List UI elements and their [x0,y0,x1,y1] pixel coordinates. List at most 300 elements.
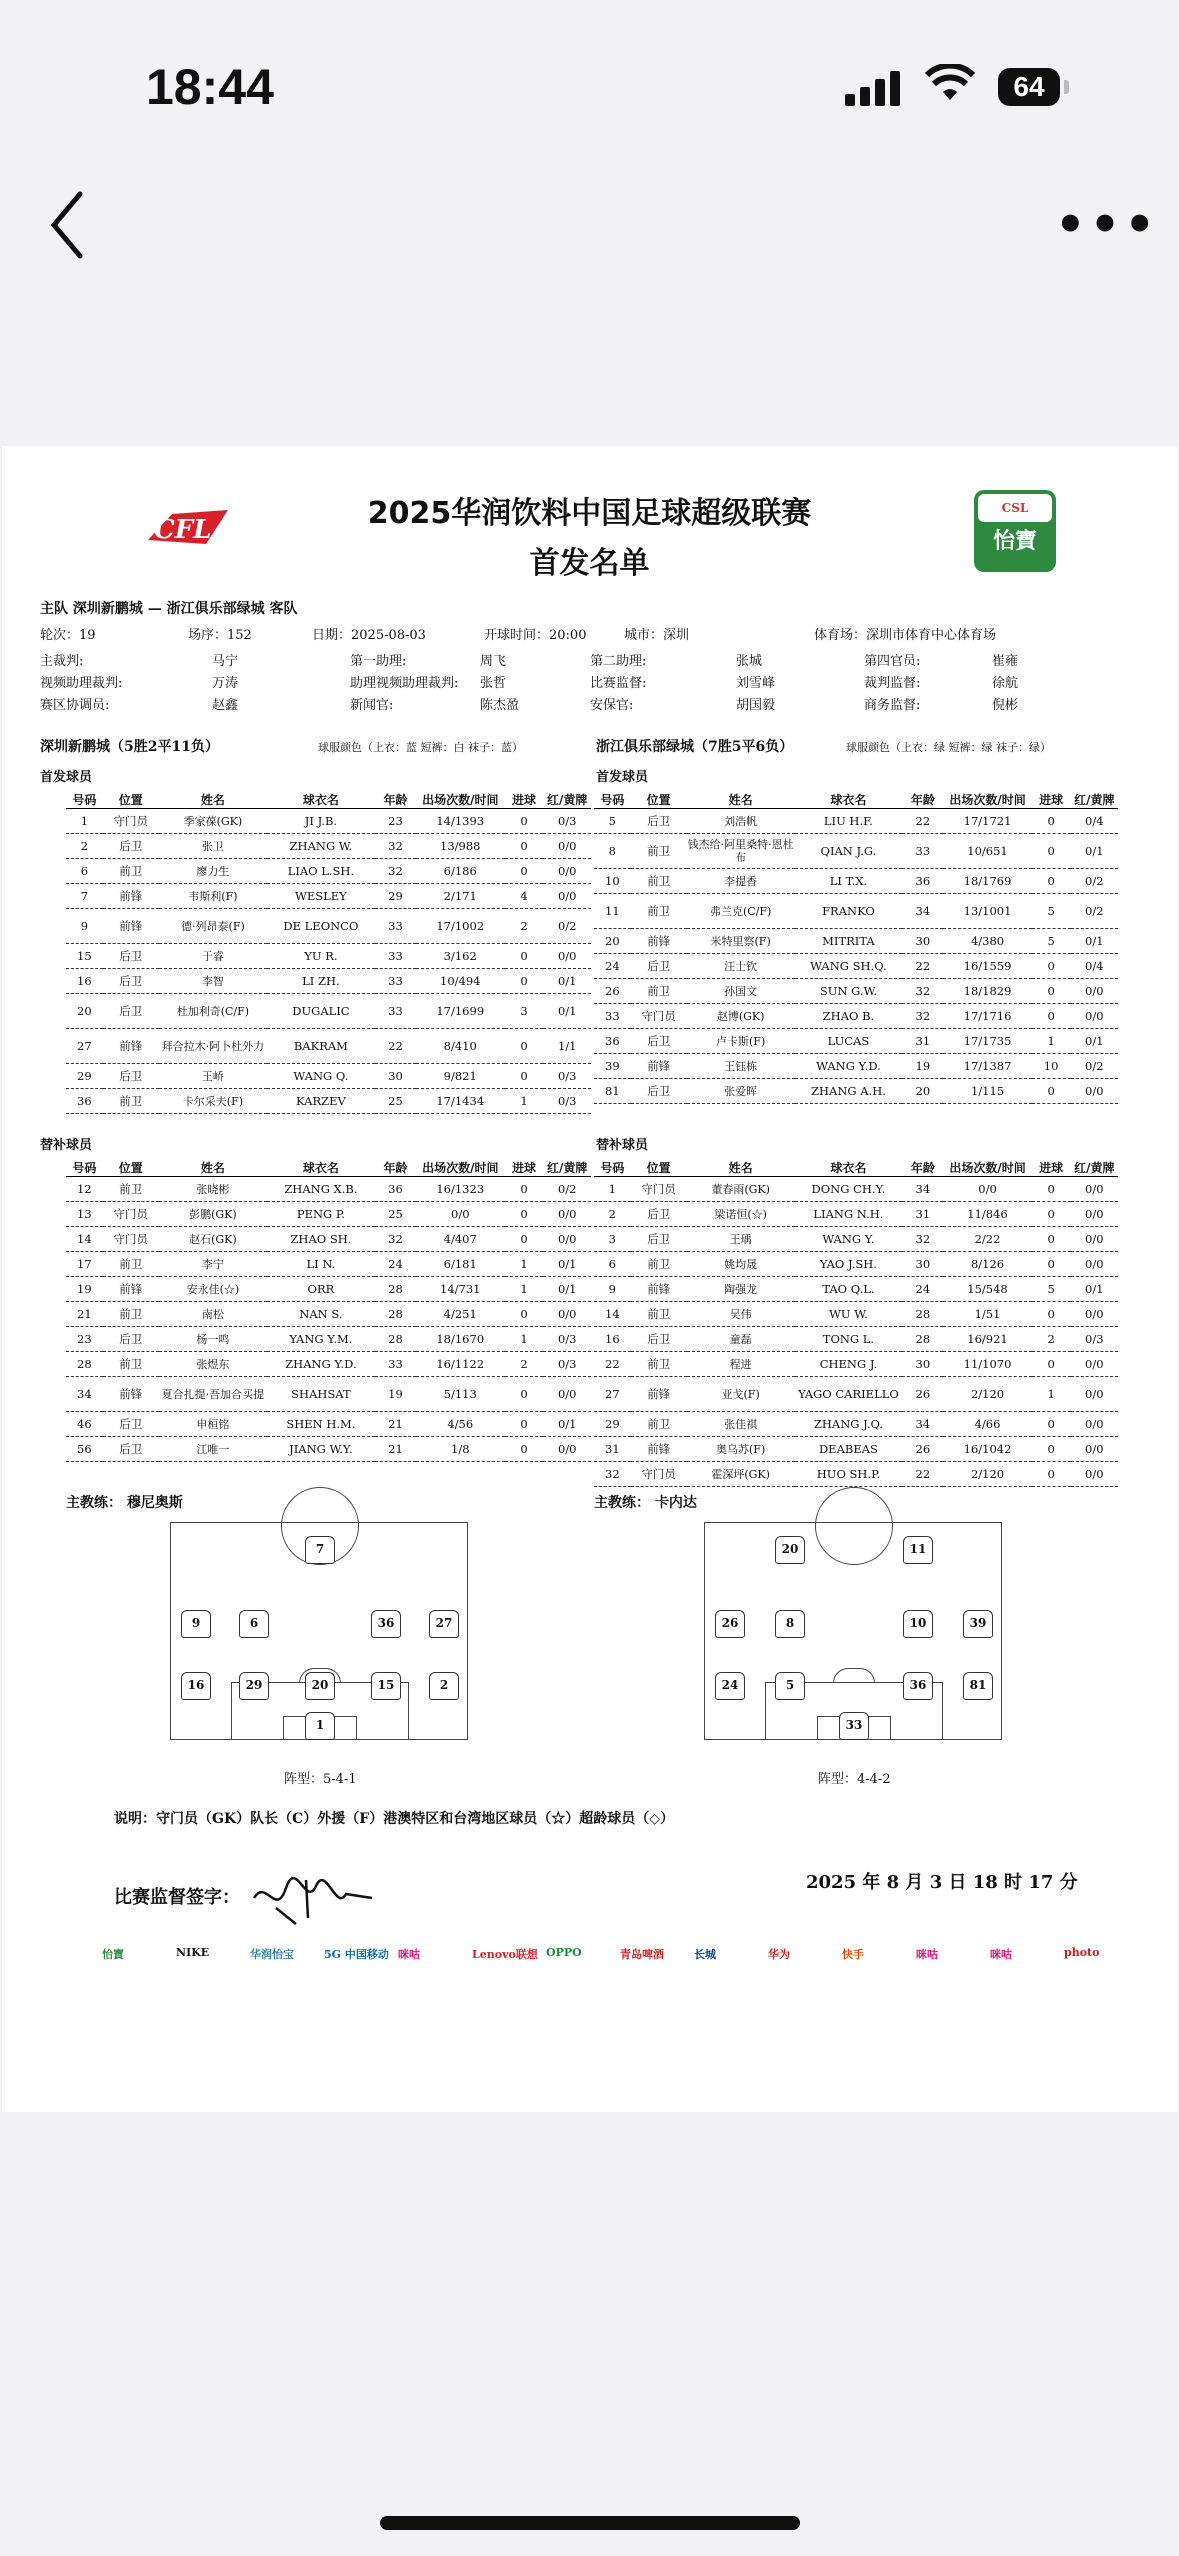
column-header: 进球 [505,790,544,809]
official-name: 马宁 [212,654,239,669]
player-cell: 13/1001 [943,894,1031,929]
column-header: 位置 [103,790,159,809]
player-cell: 29 [594,1412,631,1437]
player-cell: LIAO L.SH. [267,859,375,884]
player-cell: 0 [505,1227,544,1252]
player-cell: 后卫 [103,1412,159,1437]
player-row [66,859,591,884]
player-cell: 韦斯利(F) [159,884,267,909]
player-row [594,1377,1118,1412]
csl-logo-top: CSL [978,494,1052,522]
player-shirt-icon: 36 [371,1610,401,1638]
player-cell: 0 [505,859,544,884]
signed-date: 2025 年 8 月 3 日 18 时 17 分 [806,1872,1078,1893]
player-cell: 4/407 [416,1227,505,1252]
player-cell: 2/171 [416,884,505,909]
player-shirt-icon: 6 [239,1610,269,1638]
player-cell: 米特里察(F) [687,929,795,954]
player-cell: 0/0 [1071,1227,1118,1252]
table-header [594,790,1118,809]
player-row [594,1079,1118,1104]
player-cell: 杜加利奇(C/F) [159,994,267,1029]
player-cell: 前锋 [103,884,159,909]
player-row [594,1054,1118,1079]
player-cell: 守门员 [631,1462,687,1487]
player-cell: 0 [1032,1252,1071,1277]
player-cell: 8/126 [943,1252,1031,1277]
player-cell: 0 [505,809,544,834]
player-cell: 32 [375,1227,416,1252]
doc-subtitle: 首发名单 [529,546,650,581]
legend-note: 说明：守门员（GK）队长（C）外援（F）港澳特区和台湾地区球员（☆）超龄球员（◇） [114,1811,674,1827]
column-header: 红/黄牌 [543,790,591,809]
sponsor-logo: 青岛啤酒 [620,1948,664,1961]
player-cell: 16 [594,1327,631,1352]
player-cell: 36 [594,1029,631,1054]
official-role: 第一助理: [350,654,407,669]
player-cell: 孙国文 [687,979,795,1004]
player-cell: 18/1769 [943,869,1031,894]
player-cell: 0/1 [543,994,591,1029]
player-cell: PENG P. [267,1202,375,1227]
player-shirt-icon: 10 [903,1610,933,1638]
player-cell: 0 [505,1412,544,1437]
player-cell: 0/0 [543,1302,591,1327]
player-cell: 27 [594,1377,631,1412]
player-cell: 后卫 [103,1064,159,1089]
player-row [66,1377,591,1412]
player-cell: 13/988 [416,834,505,859]
official-role: 视频助理裁判: [40,676,123,691]
player-row [594,929,1118,954]
player-cell: 26 [902,1377,943,1412]
player-cell: 王峤 [159,1064,267,1089]
player-cell: 0/4 [1071,954,1118,979]
player-cell: DUGALIC [267,994,375,1029]
player-cell: 33 [375,944,416,969]
player-cell: 0/0 [543,1437,591,1462]
player-cell: 32 [375,834,416,859]
player-cell: 安永佳(☆) [159,1277,267,1302]
player-cell: 0/3 [543,1064,591,1089]
player-cell: 15/548 [943,1277,1031,1302]
player-row [66,909,591,944]
player-cell: 前卫 [631,1412,687,1437]
player-cell: 12 [66,1177,103,1202]
player-cell: 前卫 [631,979,687,1004]
player-cell: 33 [375,969,416,994]
player-cell: SUN G.W. [795,979,903,1004]
player-cell: 28 [375,1302,416,1327]
battery-icon: 64 [998,68,1060,106]
column-header: 姓名 [687,790,795,809]
more-options-button[interactable]: ••• [1055,197,1160,253]
player-cell: 前锋 [631,1277,687,1302]
player-cell: 4 [505,884,544,909]
player-cell: 5/113 [416,1377,505,1412]
player-cell: 前卫 [103,1177,159,1202]
player-cell: 32 [594,1462,631,1487]
player-cell: 1/115 [943,1079,1031,1104]
player-cell: 季家葆(GK) [159,809,267,834]
player-cell: 24 [375,1252,416,1277]
official-role: 比赛监督: [590,676,647,691]
player-cell: 26 [594,979,631,1004]
player-cell: 前锋 [103,1029,159,1064]
player-cell: 陶强龙 [687,1277,795,1302]
player-cell: 0/2 [1071,869,1118,894]
player-cell: 1 [505,1089,544,1114]
player-cell: 33 [594,1004,631,1029]
column-header: 年龄 [902,790,943,809]
player-row [594,954,1118,979]
column-header: 出场次数/时间 [943,1158,1031,1177]
player-cell: 30 [902,1252,943,1277]
player-cell: 3/162 [416,944,505,969]
player-cell: 0 [505,834,544,859]
player-cell: 0/1 [543,1252,591,1277]
player-cell: 刘浩帆 [687,809,795,834]
back-button[interactable] [48,190,108,270]
player-row [66,1437,591,1462]
player-cell: 28 [375,1327,416,1352]
csl-logo [974,490,1056,572]
player-shirt-icon: 2 [429,1672,459,1700]
player-cell: 33 [375,909,416,944]
column-header: 球衣名 [267,790,375,809]
player-row [594,1352,1118,1377]
official-name: 赵鑫 [212,698,239,713]
official-role: 商务监督: [864,698,921,713]
player-shirt-icon: 39 [963,1610,993,1638]
player-cell: 25 [375,1202,416,1227]
player-cell: 前卫 [631,834,687,869]
player-cell: DEABEAS [795,1437,903,1462]
player-cell: 0/1 [1071,1277,1118,1302]
player-cell: 5 [1032,929,1071,954]
player-cell: 姚均晟 [687,1252,795,1277]
player-cell: 后卫 [631,1029,687,1054]
column-header: 位置 [103,1158,159,1177]
player-cell: 0 [505,1202,544,1227]
player-cell: 后卫 [103,994,159,1029]
player-cell: 前锋 [631,1054,687,1079]
player-cell: 前卫 [103,1352,159,1377]
player-cell: 前卫 [103,859,159,884]
home-indicator[interactable] [380,2516,800,2530]
player-cell: 22 [902,1462,943,1487]
status-bar [0,0,1179,150]
player-cell: YAO J.SH. [795,1252,903,1277]
player-cell: 3 [505,994,544,1029]
player-cell: 1 [1032,1377,1071,1412]
away-kit: 球服颜色（上衣：绿 短裤：绿 袜子：绿） [846,741,1051,754]
cfl-logo-text: CFL [154,515,212,545]
player-cell: 李宁 [159,1252,267,1277]
player-cell: 1 [505,1252,544,1277]
player-cell: TAO Q.L. [795,1277,903,1302]
player-cell: 6/186 [416,859,505,884]
away-subs-label: 替补球员 [596,1138,649,1153]
player-cell: 31 [594,1437,631,1462]
player-cell: 17 [66,1252,103,1277]
player-cell: LI ZH. [267,969,375,994]
home-starting-label: 首发球员 [40,770,93,785]
player-row [66,884,591,909]
player-cell: 36 [902,869,943,894]
official-name: 胡国毅 [736,698,776,713]
official-name: 万涛 [212,676,239,691]
player-cell: 6/181 [416,1252,505,1277]
player-cell: 16 [66,969,103,994]
player-cell: 8/410 [416,1029,505,1064]
player-cell: 33 [375,994,416,1029]
column-header: 位置 [631,790,687,809]
player-cell: 34 [902,1412,943,1437]
column-header: 出场次数/时间 [943,790,1031,809]
player-cell: 14 [594,1302,631,1327]
player-cell: 21 [66,1302,103,1327]
player-cell: 20 [902,1079,943,1104]
player-cell: BAKRAM [267,1029,375,1064]
player-cell: 后卫 [103,1327,159,1352]
player-cell: 17/1716 [943,1004,1031,1029]
signal-icon [845,70,905,106]
sponsor-logo: 怡寶 [102,1948,124,1961]
player-cell: 2/120 [943,1377,1031,1412]
player-cell: 17/1434 [416,1089,505,1114]
player-cell: 后卫 [631,1202,687,1227]
player-cell: 16/1042 [943,1437,1031,1462]
player-cell: 霍深坪(GK) [687,1462,795,1487]
player-cell: 吴伟 [687,1302,795,1327]
player-cell: 申桓铭 [159,1412,267,1437]
player-cell: 10 [1032,1054,1071,1079]
player-cell: 0 [1032,1227,1071,1252]
player-cell: 0 [505,969,544,994]
column-header: 进球 [505,1158,544,1177]
player-cell: 6 [594,1252,631,1277]
sponsor-bar [102,1946,1132,1986]
home-subs-table [66,1158,591,1462]
player-cell: 0/3 [543,809,591,834]
player-cell: 赵博(GK) [687,1004,795,1029]
player-cell: 28 [375,1277,416,1302]
player-cell: 卡尔采夫(F) [159,1089,267,1114]
player-cell: 32 [375,859,416,884]
player-cell: ZHANG J.Q. [795,1412,903,1437]
player-cell: JI J.B. [267,809,375,834]
column-header: 进球 [1032,790,1071,809]
player-cell: 9/821 [416,1064,505,1089]
player-row [66,1227,591,1252]
player-cell: 9 [594,1277,631,1302]
player-cell: 2/22 [943,1227,1031,1252]
player-cell: 0/0 [416,1202,505,1227]
home-subs-label: 替补球员 [40,1138,93,1153]
player-cell: 0/0 [1071,1177,1118,1202]
player-cell: 杨一鸣 [159,1327,267,1352]
player-cell: 14/731 [416,1277,505,1302]
player-cell: 36 [66,1089,103,1114]
official-name: 周飞 [480,654,507,669]
player-shirt-icon: 27 [429,1610,459,1638]
match-number: 场序：152 [188,628,252,643]
column-header: 出场次数/时间 [416,1158,505,1177]
player-cell: 于睿 [159,944,267,969]
wifi-icon [925,64,975,114]
column-header: 年龄 [375,790,416,809]
player-cell: 0/0 [1071,1352,1118,1377]
player-row [594,1327,1118,1352]
player-row [594,979,1118,1004]
player-cell: 0/1 [543,969,591,994]
player-cell: 前卫 [631,869,687,894]
away-coach: 主教练： 卡内达 [594,1495,697,1511]
player-cell: 0 [1032,954,1071,979]
player-cell: LUCAS [795,1029,903,1054]
player-cell: 0 [1032,1302,1071,1327]
official-role: 第二助理: [590,654,647,669]
player-cell: 前卫 [631,1302,687,1327]
player-cell: 25 [375,1089,416,1114]
player-cell: 0 [505,1302,544,1327]
player-shirt-icon: 15 [371,1672,401,1700]
sponsor-logo: 咪咕 [916,1948,938,1961]
player-cell: 0/3 [543,1327,591,1352]
player-cell: 0/3 [1071,1327,1118,1352]
penalty-arc [833,1668,875,1683]
player-cell: 24 [902,1277,943,1302]
player-cell: 0/2 [1071,1054,1118,1079]
lineup-document [2,446,1177,2112]
player-cell: 程进 [687,1352,795,1377]
player-cell: WANG SH.Q. [795,954,903,979]
player-row [66,1277,591,1302]
player-cell: 10 [594,869,631,894]
player-cell: SHAHSAT [267,1377,375,1412]
player-row [594,1277,1118,1302]
player-cell: 27 [66,1029,103,1064]
player-cell: 28 [902,1327,943,1352]
player-cell: 33 [375,1352,416,1377]
kickoff-time: 开球时间：20:00 [484,628,587,643]
player-cell: QIAN J.G. [795,834,903,869]
player-cell: 6 [66,859,103,884]
player-cell: 1 [1032,1029,1071,1054]
player-cell: ZHANG A.H. [795,1079,903,1104]
player-cell: 0 [1032,979,1071,1004]
player-cell: LIU H.F. [795,809,903,834]
column-header: 球衣名 [795,790,903,809]
player-cell: 0/0 [543,859,591,884]
player-cell: 弗兰克(C/F) [687,894,795,929]
player-cell: 0/0 [543,834,591,859]
player-cell: 28 [66,1352,103,1377]
player-cell: TONG L. [795,1327,903,1352]
sponsor-logo: 华为 [768,1948,790,1961]
player-cell: 0 [1032,1412,1071,1437]
player-cell: 2 [505,909,544,944]
player-cell: NAN S. [267,1302,375,1327]
player-cell: 30 [902,929,943,954]
player-cell: WANG Y. [795,1227,903,1252]
sponsor-logo: 咪咕 [398,1948,420,1961]
player-cell: 后卫 [103,834,159,859]
player-cell: 前卫 [631,1252,687,1277]
player-cell: 0/0 [1071,1202,1118,1227]
player-cell: 0/0 [1071,1437,1118,1462]
sponsor-logo: Lenovo联想 [472,1948,538,1961]
player-cell: 0 [1032,1462,1071,1487]
player-cell: 守门员 [631,1177,687,1202]
player-cell: 后卫 [103,944,159,969]
fixture-line: 主队 深圳新鹏城 — 浙江俱乐部绿城 客队 [40,601,298,617]
player-cell: 56 [66,1437,103,1462]
column-header: 球衣名 [267,1158,375,1177]
player-cell: 17/1387 [943,1054,1031,1079]
player-cell: 董春雨(GK) [687,1177,795,1202]
player-row [594,1004,1118,1029]
player-row [66,1202,591,1227]
column-header: 球衣名 [795,1158,903,1177]
player-cell: 7 [66,884,103,909]
player-cell: 0/2 [543,909,591,944]
player-cell: 0/0 [543,1227,591,1252]
home-team-name: 深圳新鹏城（5胜2平11负） [40,739,219,755]
player-cell: 4/251 [416,1302,505,1327]
sponsor-logo: 长城 [694,1948,716,1961]
player-row [594,1202,1118,1227]
player-cell: 0/3 [543,1089,591,1114]
player-shirt-icon: 33 [839,1712,869,1740]
player-cell: 0/0 [1071,1079,1118,1104]
player-cell: 2 [66,834,103,859]
table-header [594,1158,1118,1177]
player-cell: 19 [902,1054,943,1079]
player-cell: 46 [66,1412,103,1437]
player-cell: YU R. [267,944,375,969]
player-cell: 0 [1032,1079,1071,1104]
player-row [66,1327,591,1352]
player-cell: 4/56 [416,1412,505,1437]
player-shirt-icon: 24 [715,1672,745,1700]
player-cell: 20 [66,994,103,1029]
player-cell: 5 [594,809,631,834]
player-cell: 28 [902,1302,943,1327]
player-cell: 0/2 [1071,894,1118,929]
official-role: 助理视频助理裁判: [350,676,459,691]
player-cell: 16/921 [943,1327,1031,1352]
player-cell: 江唯一 [159,1437,267,1462]
table-header [66,1158,591,1177]
player-shirt-icon: 5 [775,1672,805,1700]
column-header: 姓名 [159,790,267,809]
player-shirt-icon: 26 [715,1610,745,1638]
round: 轮次：19 [40,628,96,643]
away-subs-table [594,1158,1118,1487]
player-cell: 23 [66,1327,103,1352]
player-row [66,1029,591,1064]
player-row [66,834,591,859]
sponsor-logo: 快手 [842,1948,864,1961]
player-cell: 0 [1032,834,1071,869]
player-cell: 18/1670 [416,1327,505,1352]
player-cell: WANG Q. [267,1064,375,1089]
player-cell: 0/0 [543,884,591,909]
player-cell: 德·列昂泰(F) [159,909,267,944]
column-header: 号码 [66,790,103,809]
